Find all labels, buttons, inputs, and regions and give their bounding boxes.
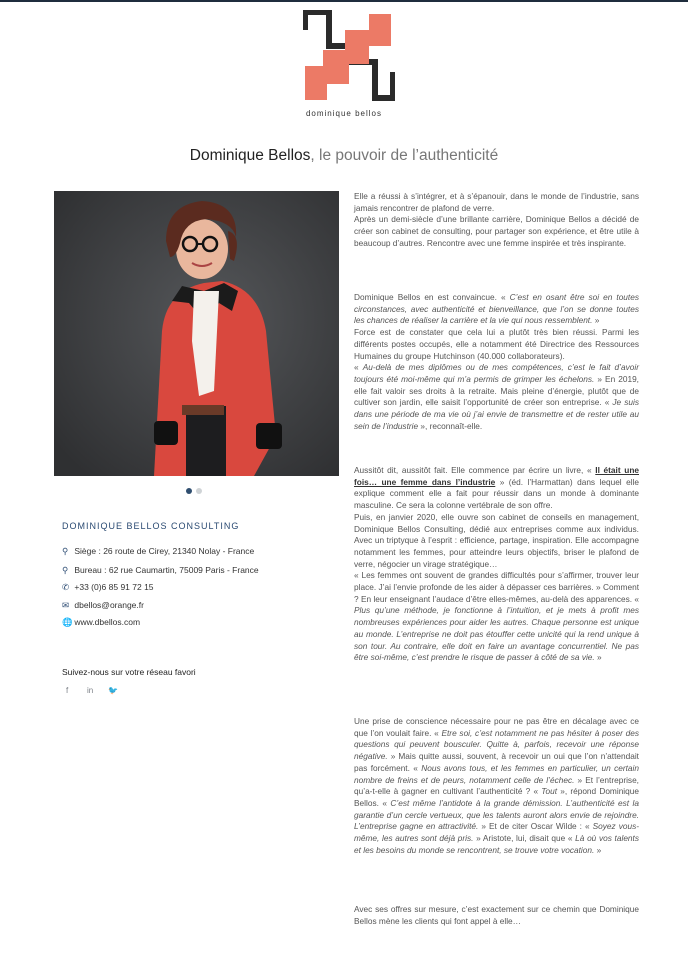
article-intro	[354, 191, 639, 250]
contact-text[interactable]: +33 (0)6 85 91 72 15	[74, 582, 154, 592]
paragraph-conclusion: Avec ses offres sur mesure, c’est exactement sur ce chemin que Dominique Bellos mène les clients qui font appel à elle…	[354, 904, 639, 926]
mail-icon: ✉	[62, 600, 70, 610]
company-name: DOMINIQUE BELLOS CONSULTING	[62, 521, 240, 531]
paragraph-book: Aussitôt dit, aussitôt fait. Elle commence par écrire un livre, « Il était une fois… une femme dans l’industrie » (éd. l’Harmattan) dans lequel elle explique comment elle a fait pour réussir dans un monde à dominante masculine. Ce sera la colonne vertébrale de son offre.	[354, 465, 639, 511]
map-pin-icon: ⚲	[62, 565, 69, 575]
title-rest: , le pouvoir de l’authenticité	[310, 147, 499, 164]
contact-address-office	[62, 565, 259, 576]
linkedin-icon[interactable]: in	[87, 686, 94, 695]
contact-address-hq	[62, 546, 254, 557]
contact-phone[interactable]	[62, 582, 154, 593]
portrait-photo	[54, 191, 339, 476]
page-title	[0, 147, 688, 165]
intro-paragraph-2: Après un demi-siècle d’une brillante carrière, Dominique Bellos a décidé de créer son cabinet de consulting, pour partager son expérience, et être utile à beaucoup d’autres. Rencontre avec une femme inspirée et très inspirante.	[354, 214, 639, 248]
phone-icon: ✆	[62, 582, 70, 592]
article-block-2	[354, 465, 639, 664]
contact-text: Bureau : 62 rue Caumartin, 75009 Paris - France	[74, 565, 259, 575]
intro-paragraph-1: Elle a réussi à s’intégrer, et à s’épanouir, dans le monde de l’industrie, sans jamais rencontrer de plafond de verre.	[354, 191, 639, 213]
paragraph-consulting: Puis, en janvier 2020, elle ouvre son cabinet de conseils en management, Dominique Bellos Consulting, dédié aux entreprises comme aux individus. Avec un triptyque à l’esprit : efficience, partage, inspiration. Elle accompagne notamment les femmes, pour atteindre leurs objectifs, briser le plafond de verre, négocier un virage stratégique…	[354, 511, 639, 569]
facebook-icon[interactable]: f	[66, 686, 69, 695]
contact-email[interactable]	[62, 600, 144, 611]
contact-text[interactable]: dbellos@orange.fr	[74, 600, 144, 610]
book-link[interactable]: Il était une fois… une femme dans l’industrie	[354, 465, 639, 487]
paragraph-conviction: Dominique Bellos en est convaincue. « C’est en osant être soi en toutes circonstances, avec authenticité et bienveillance, que l’on se donne toutes les chances de réaliser la carrière et la vie qui nous ressemblent. »	[354, 292, 639, 326]
company-logo[interactable]	[303, 10, 395, 102]
contact-text[interactable]: www.dbellos.com	[74, 617, 141, 627]
paragraph-authenticity: Une prise de conscience nécessaire pour ne pas être en décalage avec ce que l’on voulait faire. « Etre soi, c’est notamment ne pas hésiter à poser des questions qui peuvent bousculer. Quitte à, parfois, recevoir une réponse négative. » Mais quitte aussi, souvent, à recevoir un oui que l’on n’attendait pas forcément. « Nous avons tous, et les femmes en particulier, un certain nombre de freins et de peurs, notamment celle de l’échec. » Et l’entreprise, qu’a-t-elle à gagner en cultivant l’authenticité ? « Tout », répond Dominique Bellos. « C’est même l’antidote à la grande démission. L’authenticité est la garantie d’un cercle vertueux, que les talents auront alors envie de rejoindre. L’entreprise gagne en attractivité. » Et de citer Oscar Wilde : « Soyez vous-même, les autres sont déjà pris. » Aristote, lui, disait que « Là où vos talents et les besoins du monde se rencontrent, se trouve votre vocation. »	[354, 716, 640, 855]
logo-text: dominique bellos	[305, 109, 383, 118]
follow-label: Suivez-nous sur votre réseau favori	[62, 667, 196, 677]
carousel-dot-1[interactable]	[186, 488, 192, 494]
carousel-dot-2[interactable]	[196, 488, 202, 494]
top-border	[0, 0, 688, 2]
article-conclusion	[354, 904, 639, 927]
title-name: Dominique Bellos	[189, 147, 311, 164]
article-block-1	[354, 292, 639, 432]
contact-website[interactable]	[62, 617, 140, 628]
twitter-icon[interactable]: 🐦	[108, 686, 118, 695]
paragraph-women: « Les femmes ont souvent de grandes difficultés pour s’affirmer, trouver leur place. J’ai l’envie profonde de les aider à dépasser ces barrières. » Comment ? En leur enseignant l’audace d’être elles-mêmes, au-delà des apparences. « Plus qu’une méthode, je fonctionne à l’intuition, et je mets à profit mes nombreuses expériences pour aider les autres. Chaque personne est unique au monde. L’entreprise ne doit pas étouffer cette unicité qui la rend unique à son tour. Au contraire, elle doit en faire un avantage concurrentiel. Ne pas être soi-même, c’est prendre le risque de passer à côté de sa vie. »	[354, 570, 639, 663]
carousel-dots	[186, 488, 206, 494]
globe-icon: 🌐	[62, 617, 73, 627]
contact-text: Siège : 26 route de Cirey, 21340 Nolay - France	[74, 546, 255, 556]
portrait-illustration	[54, 191, 339, 476]
paragraph-career: Force est de constater que cela lui a plutôt très bien réussi. Parmi les différents postes occupés, elle a notamment été Directrice des Ressources Humaines du groupe Hutchinson (40.000 collaborateurs). « Au-delà de mes diplômes ou de mes compétences, c’est le fait d’avoir toujours été moi-même qui m’a permis de grimper les échelons. » En 2019, elle fait valoir ses droits à la retraite. Mais pleine d’énergie, plutôt que de cultiver son jardin, elle saisit l’opportunité de créer son entreprise. « Je suis dans une période de ma vie où j’ai envie de transmettre et de rester utile au sein de l’industrie », reconnaît-elle.	[354, 327, 639, 431]
article-block-3	[354, 716, 639, 856]
map-pin-icon: ⚲	[62, 546, 69, 556]
